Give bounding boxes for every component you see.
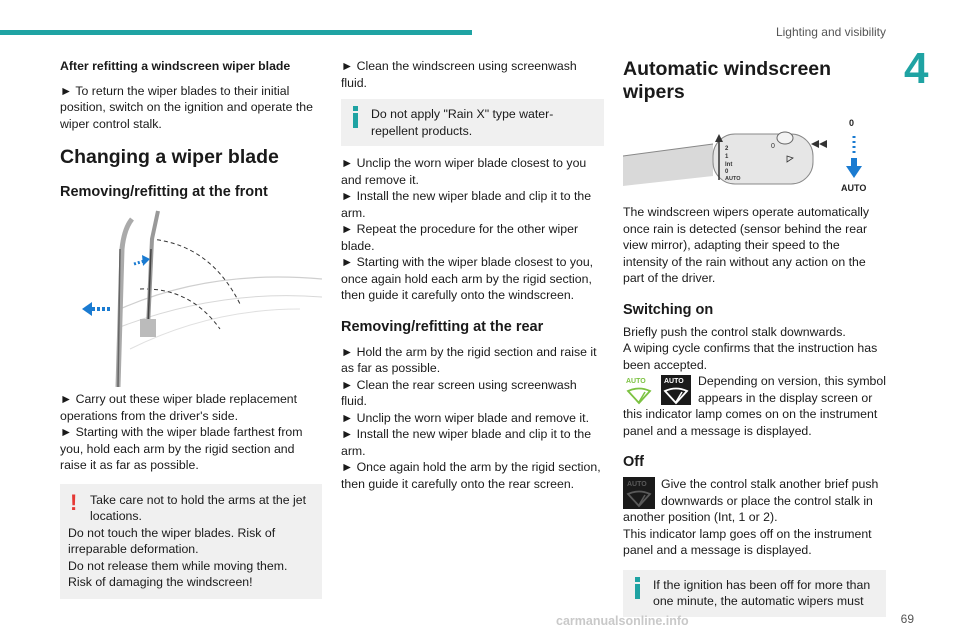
warning-line-2: Do not touch the wiper blades. Risk of irreparable deformation. bbox=[68, 525, 276, 556]
wiper-stalk-illustration bbox=[623, 116, 886, 194]
auto-wiper-symbols bbox=[623, 375, 693, 405]
front-step-repeat: ► Repeat the procedure for the other wiper blade. bbox=[341, 222, 579, 253]
clean-windscreen-text: ► Clean the windscreen using screenwash fluid. bbox=[341, 59, 577, 90]
info-icon-2 bbox=[635, 577, 640, 599]
front-step-install: ► Install the new wiper blade and clip it to the arm. bbox=[341, 189, 592, 220]
auto-wipers-heading: Automatic windscreen wipers bbox=[623, 58, 832, 103]
front-step-2: ► Starting with the wiper blade farthest from you, hold each arm by the rigid section and raise it as far as possible. bbox=[60, 425, 303, 472]
chapter-number: 4 bbox=[904, 44, 929, 93]
info-ignition-text: If the ignition has been off for more than one minute, the automatic wipers must bbox=[653, 577, 871, 608]
off-line-1: Give the control stalk another brief push downwards or place the control stalk in another position (Int, 1 or 2). bbox=[623, 477, 879, 524]
front-wiper-illustration bbox=[60, 209, 322, 387]
auto-wiper-off-icon bbox=[623, 477, 655, 509]
stalk-label-auto: AUTO bbox=[841, 183, 867, 193]
header-accent-bar bbox=[0, 30, 472, 35]
after-refit-heading: After refitting a windscreen wiper blade bbox=[60, 59, 291, 73]
warning-line-1: Take care not to hold the arms at the jet locations. bbox=[90, 492, 306, 523]
rear-heading: Removing/refitting at the rear bbox=[341, 318, 544, 335]
warning-box bbox=[60, 484, 322, 599]
switching-on-line-2: A wiping cycle confirms that the instruction has been accepted. bbox=[623, 341, 878, 372]
stalk-scale-2: 2 bbox=[725, 146, 729, 152]
column-3 bbox=[623, 58, 886, 617]
page-number: 69 bbox=[900, 612, 914, 626]
auto-symbol-label-display: AUTO bbox=[664, 378, 684, 385]
off-heading: Off bbox=[623, 454, 644, 470]
rear-step-hold: ► Hold the arm by the rigid section and raise it as far as possible. bbox=[341, 344, 597, 375]
front-step-unclip: ► Unclip the worn wiper blade closest to you and remove it. bbox=[341, 156, 587, 187]
off-symbol-row bbox=[623, 476, 886, 526]
stalk-scale-auto: AUTO bbox=[725, 176, 741, 182]
column-2 bbox=[341, 58, 604, 492]
stalk-scale-0: 0 bbox=[725, 169, 729, 175]
rear-step-install: ► Install the new wiper blade and clip it to the arm. bbox=[341, 427, 592, 458]
off-line-2: This indicator lamp goes off on the instrument panel and a message is displayed. bbox=[623, 526, 872, 557]
auto-intro-text: The windscreen wipers operate automatically once rain is detected (sensor behind the rear view mirror), adapting their speed to the intensity of the rain without any action on the part of the driver. bbox=[623, 205, 870, 285]
front-step-1: ► Carry out these wiper blade replacement operations from the driver's side. bbox=[60, 392, 298, 423]
switching-on-icon-text: Depending on version, this symbol appears in the display screen or this indicator lamp comes on on the instrument panel and a message is displayed. bbox=[623, 374, 886, 438]
rear-step-unclip: ► Unclip the worn wiper blade and remove it. bbox=[341, 410, 589, 425]
stalk-scale-int: Int bbox=[725, 162, 733, 168]
auto-symbol-label-green: AUTO bbox=[626, 378, 646, 385]
auto-off-symbol-label: AUTO bbox=[627, 481, 647, 488]
stalk-scale-1: 1 bbox=[725, 154, 729, 160]
rear-steps-list bbox=[341, 344, 604, 493]
rear-step-guide: ► Once again hold the arm by the rigid section, then guide it carefully onto the rear screen. bbox=[341, 460, 601, 491]
warning-icon: ! bbox=[70, 489, 78, 515]
info-box-ignition bbox=[623, 570, 886, 617]
front-step-guide: ► Starting with the wiper blade closest to you, once again hold each arm by the rigid section, then guide it carefully onto the windscreen. bbox=[341, 255, 594, 302]
after-refit-text: ► To return the wiper blades to their initial position, switch on the ignition and operate the wiper control stalk. bbox=[60, 83, 313, 131]
auto-symbol-row bbox=[623, 373, 886, 439]
switching-on-line-1: Briefly push the control stalk downwards. bbox=[623, 324, 846, 339]
front-heading: Removing/refitting at the front bbox=[60, 184, 268, 200]
info-box-rainx bbox=[341, 99, 604, 146]
changing-heading: Changing a wiper blade bbox=[60, 146, 279, 168]
section-title: Lighting and visibility bbox=[775, 25, 886, 39]
info-icon bbox=[353, 106, 358, 128]
stalk-label-zero: 0 bbox=[849, 118, 855, 128]
watermark: carmanualsonline.info bbox=[556, 614, 689, 628]
svg-text:0: 0 bbox=[771, 143, 775, 150]
front-steps-list bbox=[341, 155, 604, 304]
rear-step-clean: ► Clean the rear screen using screenwash fluid. bbox=[341, 377, 577, 408]
warning-line-3: Do not release them while moving them. Risk of damaging the windscreen! bbox=[68, 558, 288, 589]
switching-on-heading: Switching on bbox=[623, 301, 714, 318]
info-rainx-text: Do not apply "Rain X" type water-repellent products. bbox=[371, 107, 554, 138]
column-1 bbox=[60, 58, 322, 599]
